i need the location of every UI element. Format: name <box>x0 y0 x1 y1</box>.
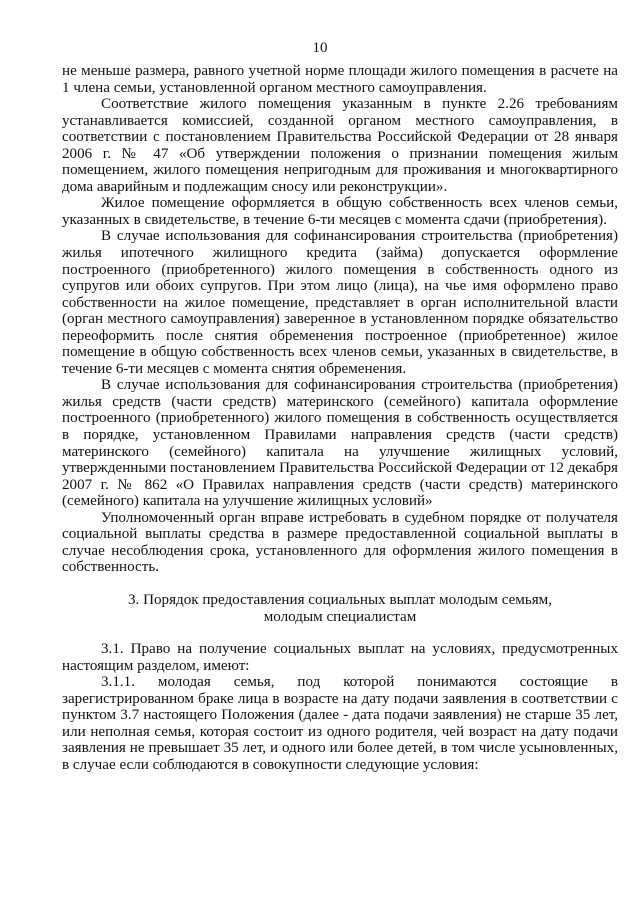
section-heading-line2: молодым специалистам <box>263 608 417 625</box>
paragraph-mortgage: В случае использования для софинансирования строительства (приобретения) жилья ипотечного жилищного кредита (займа) допускается оформление построенного (приобретенного) жилого помещения в собственность одного из супругов или обоих супругов. При этом лицо (лица), на чье имя оформлено право собственности на жилое помещение, представляет в орган исполнительной власти (орган местного самоуправления) заверенное в установленном порядке обязательство переоформить после снятия обременения построенное (приобретенное) жилое помещение в общую собственность всех членов семьи, указанных в свидетельстве, в течение 6-ти месяцев с момента снятия обременения. <box>62 228 618 377</box>
paragraph-continuation: не меньше размера, равного учетной норме площади жилого помещения в расчете на 1 члена семьи, установленной органом местного самоуправления. <box>62 63 618 96</box>
paragraph-3-1-1: 3.1.1. молодая семья, под которой понимаются состоящие в зарегистрированном браке лица в возрасте на дату подачи заявления в соответствии с пунктом 3.7 настоящего Положения (далее - дата подачи заявления) не старше 35 лет, или неполная семья, которая состоит из одного родителя, чей возраст на дату подачи заявления не превышает 35 лет, и одного или более детей, в том числе усыновленных, в случае если соблюдаются в совокупности следующие условия: <box>62 674 618 773</box>
paragraph-3-1: 3.1. Право на получение социальных выплат на условиях, предусмотренных настоящим разделом, имеют: <box>62 641 618 674</box>
paragraph-court-recovery: Уполномоченный орган вправе истребовать в судебном порядке от получателя социальной выплаты средства в размере предоставленной социальной выплаты в случае несоблюдения срока, установленного для оформления жилого помещения в собственность. <box>62 509 618 576</box>
section-heading-line1: 3. Порядок предоставления социальных выплат молодым семьям, <box>127 591 553 608</box>
document-body <box>62 63 618 773</box>
paragraph-ownership: Жилое помещение оформляется в общую собственность всех членов семьи, указанных в свидетельстве, в течение 6-ти месяцев с момента сдачи (приобретения). <box>62 195 618 228</box>
paragraph-maternity-capital: В случае использования для софинансирования строительства (приобретения) жилья средств (части средств) материнского (семейного) капитала оформление построенного (приобретенного) жилого помещения в собственность осуществляется в порядке, установленном Правилами направления средств (части средств) материнского (семейного) капитала на улучшение жилищных условий, утвержденными постановлением Правительства Российской Федерации от 12 декабря 2007 г. № 862 «О Правилах направления средств (части средств) материнского (семейного) капитала на улучшение жилищных условий» <box>62 377 618 510</box>
paragraph-compliance: Соответствие жилого помещения указанным в пункте 2.26 требованиям устанавливается комиссией, созданной органом местного самоуправления, в соответствии с постановлением Правительства Российской Федерации от 28 января 2006 г. № 47 «Об утверждении положения о признании помещения жилым помещением, жилого помещения непригодным для проживания и многоквартирного дома аварийным и подлежащим сносу или реконструкции». <box>62 96 618 195</box>
page-number: 10 <box>312 40 328 56</box>
section-heading <box>62 592 618 625</box>
